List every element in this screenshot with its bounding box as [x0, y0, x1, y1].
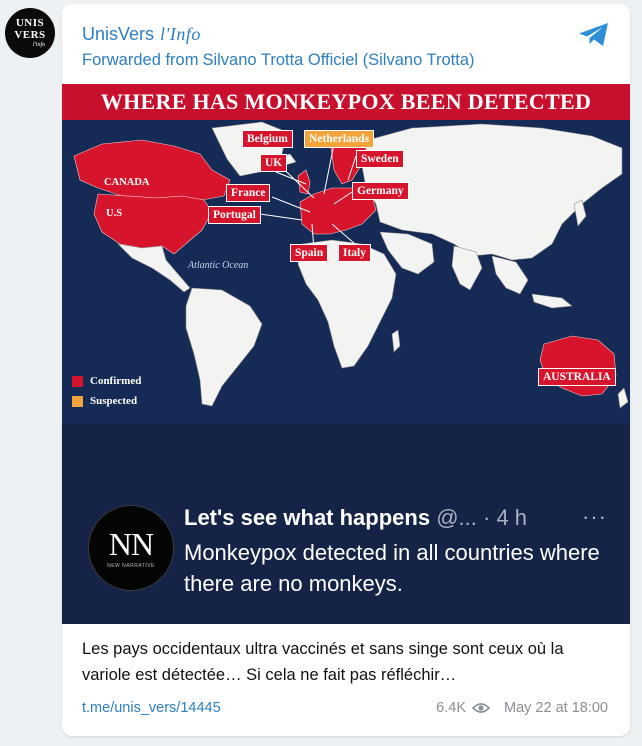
- label-atlantic-ocean: Atlantic Ocean: [188, 260, 249, 271]
- message-card: [62, 4, 630, 736]
- legend-confirmed-label: Confirmed: [90, 375, 142, 387]
- eye-icon: [472, 702, 490, 714]
- post-link[interactable]: t.me/unis_vers/14445: [82, 700, 221, 716]
- map-title: WHERE HAS MONKEYPOX BEEN DETECTED: [100, 89, 592, 114]
- legend-suspected-swatch: [72, 396, 83, 407]
- label-portugal: Portugal: [208, 206, 261, 224]
- message-header: [82, 24, 610, 70]
- map-title-bar: [62, 84, 630, 120]
- tweet-avatar-subtext: NEW NARRATIVE: [107, 562, 155, 569]
- label-us: U.S: [106, 208, 123, 219]
- embedded-tweet: [62, 424, 630, 624]
- message-caption: Les pays occidentaux ultra vaccinés et sans singe sont ceux où la variole est détectée… Si cela ne fait pas réfléchir…: [82, 640, 564, 684]
- label-uk: UK: [260, 154, 287, 172]
- legend-suspected-label: Suspected: [90, 395, 138, 407]
- label-australia: AUSTRALIA: [538, 368, 616, 386]
- tweet-avatar-text: NN: [108, 525, 154, 562]
- forwarded-source: Silvano Trotta Officiel (Silvano Trotta): [202, 51, 475, 69]
- tweet-handle: @...: [436, 505, 477, 530]
- view-count: 6.4K: [436, 700, 466, 716]
- label-netherlands: Netherlands: [304, 130, 374, 148]
- avatar-line-1: UNIS: [15, 17, 45, 29]
- tweet-time: · 4 h: [483, 505, 528, 530]
- forwarded-from[interactable]: [82, 51, 610, 70]
- channel-name: UnisVers: [82, 24, 155, 44]
- tweet-more-icon: ···: [582, 504, 607, 529]
- forwarded-prefix: Forwarded from: [82, 51, 199, 69]
- legend-confirmed-swatch: [72, 376, 83, 387]
- avatar-line-2: VERS: [14, 29, 46, 41]
- map-legend: [72, 375, 141, 415]
- label-germany: Germany: [352, 182, 409, 200]
- label-sweden: Sweden: [356, 150, 404, 168]
- tweet-avatar: [88, 505, 174, 591]
- label-spain: Spain: [290, 244, 328, 262]
- tweet-author-name: Let's see what happens: [184, 505, 431, 530]
- tweet-text: Monkeypox detected in all countries where there are no monkeys.: [184, 540, 600, 596]
- label-belgium: Belgium: [242, 130, 293, 148]
- message-date: May 22 at 18:00: [504, 700, 608, 716]
- message-footer: [82, 698, 608, 718]
- message-stats: [436, 700, 608, 716]
- label-italy: Italy: [338, 244, 371, 262]
- forwarded-image[interactable]: [62, 84, 630, 624]
- label-canada: CANADA: [104, 177, 150, 188]
- label-france: France: [226, 184, 270, 202]
- channel-name-link[interactable]: [82, 24, 610, 46]
- telegram-icon[interactable]: [578, 22, 610, 48]
- legend-suspected: [72, 395, 141, 407]
- legend-confirmed: [72, 375, 141, 387]
- monkeypox-map: [62, 84, 630, 424]
- tweet-header: [184, 505, 527, 531]
- avatar-line-3: l'info: [32, 42, 46, 48]
- channel-avatar[interactable]: [5, 8, 55, 58]
- channel-name-script: l'Info: [160, 24, 201, 44]
